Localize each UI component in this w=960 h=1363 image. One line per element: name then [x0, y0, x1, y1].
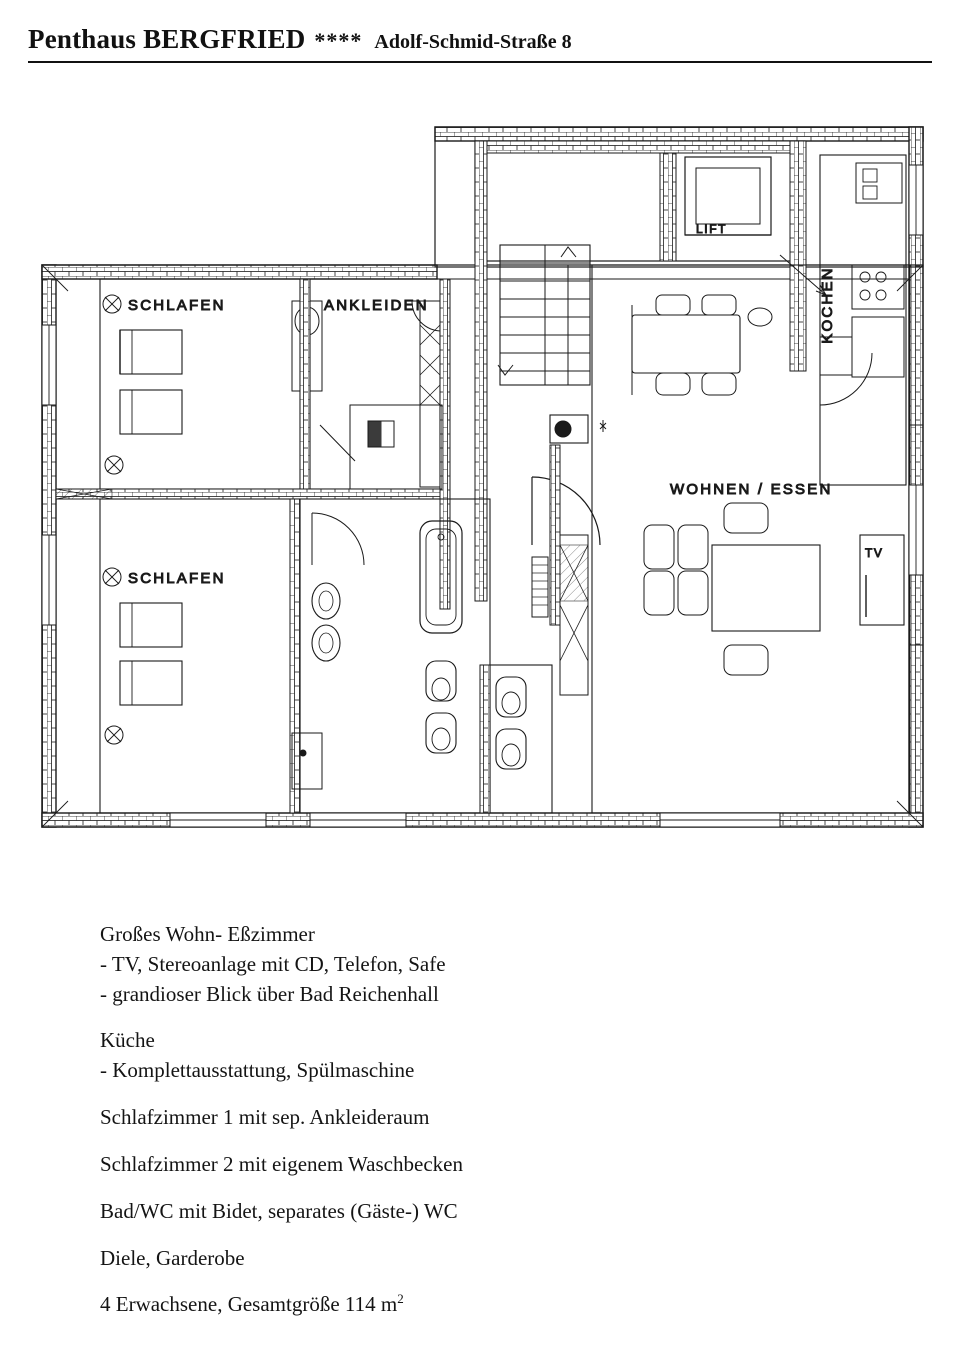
floorplan-label-kochen: KOCHEN: [819, 266, 836, 344]
description-group-capacity: [100, 1290, 800, 1320]
description-group-bedroom-2: [100, 1150, 800, 1180]
address-label: Adolf-Schmid-Straße 8: [374, 31, 572, 53]
description-list: [100, 920, 800, 1337]
header-divider: [28, 61, 932, 63]
description-line: Großes Wohn- Eßzimmer: [100, 922, 315, 946]
floorplan-label-tv: TV: [865, 546, 884, 560]
floorplan-label-schlafen-1: SCHLAFEN: [128, 297, 226, 314]
description-line: - grandioser Blick über Bad Reichenhall: [100, 981, 439, 1006]
page-title: Penthaus BERGFRIED: [28, 24, 306, 54]
floorplan: [20, 105, 940, 895]
page-header: [28, 24, 932, 63]
header-title-line: [28, 24, 932, 55]
capacity-text: 4 Erwachsene, Gesamtgröße 114 m: [100, 1292, 398, 1317]
floorplan-label-schlafen-2: SCHLAFEN: [128, 570, 226, 587]
description-line: Küche: [100, 1028, 155, 1053]
description-line: Schlafzimmer 2 mit eigenem Waschbecken: [100, 1151, 463, 1176]
description-group-living: [100, 920, 800, 1009]
description-line: Diele, Garderobe: [100, 1245, 245, 1270]
star-rating: ****: [314, 28, 363, 53]
description-group-bathroom: [100, 1197, 800, 1227]
description-line: Bad/WC mit Bidet, separates (Gäste-) WC: [100, 1198, 458, 1223]
floorplan-label-wohnen: WOHNEN / ESSEN: [670, 481, 833, 498]
description-group-hallway: [100, 1244, 800, 1274]
description-line: - Komplettausstattung, Spülmaschine: [100, 1058, 415, 1083]
description-group-kitchen: [100, 1026, 800, 1086]
capacity-unit-exponent: 2: [397, 1291, 404, 1307]
floorplan-walls: [42, 125, 925, 827]
description-group-bedroom-1: [100, 1103, 800, 1133]
floorplan-label-ankleiden: ANKLEIDEN: [324, 297, 429, 314]
description-line: Schlafzimmer 1 mit sep. Ankleideraum: [100, 1105, 430, 1130]
floorplan-label-lift: LIFT: [696, 222, 728, 236]
description-line: - TV, Stereoanlage mit CD, Telefon, Safe: [100, 951, 446, 976]
capacity-line: [100, 1290, 800, 1320]
